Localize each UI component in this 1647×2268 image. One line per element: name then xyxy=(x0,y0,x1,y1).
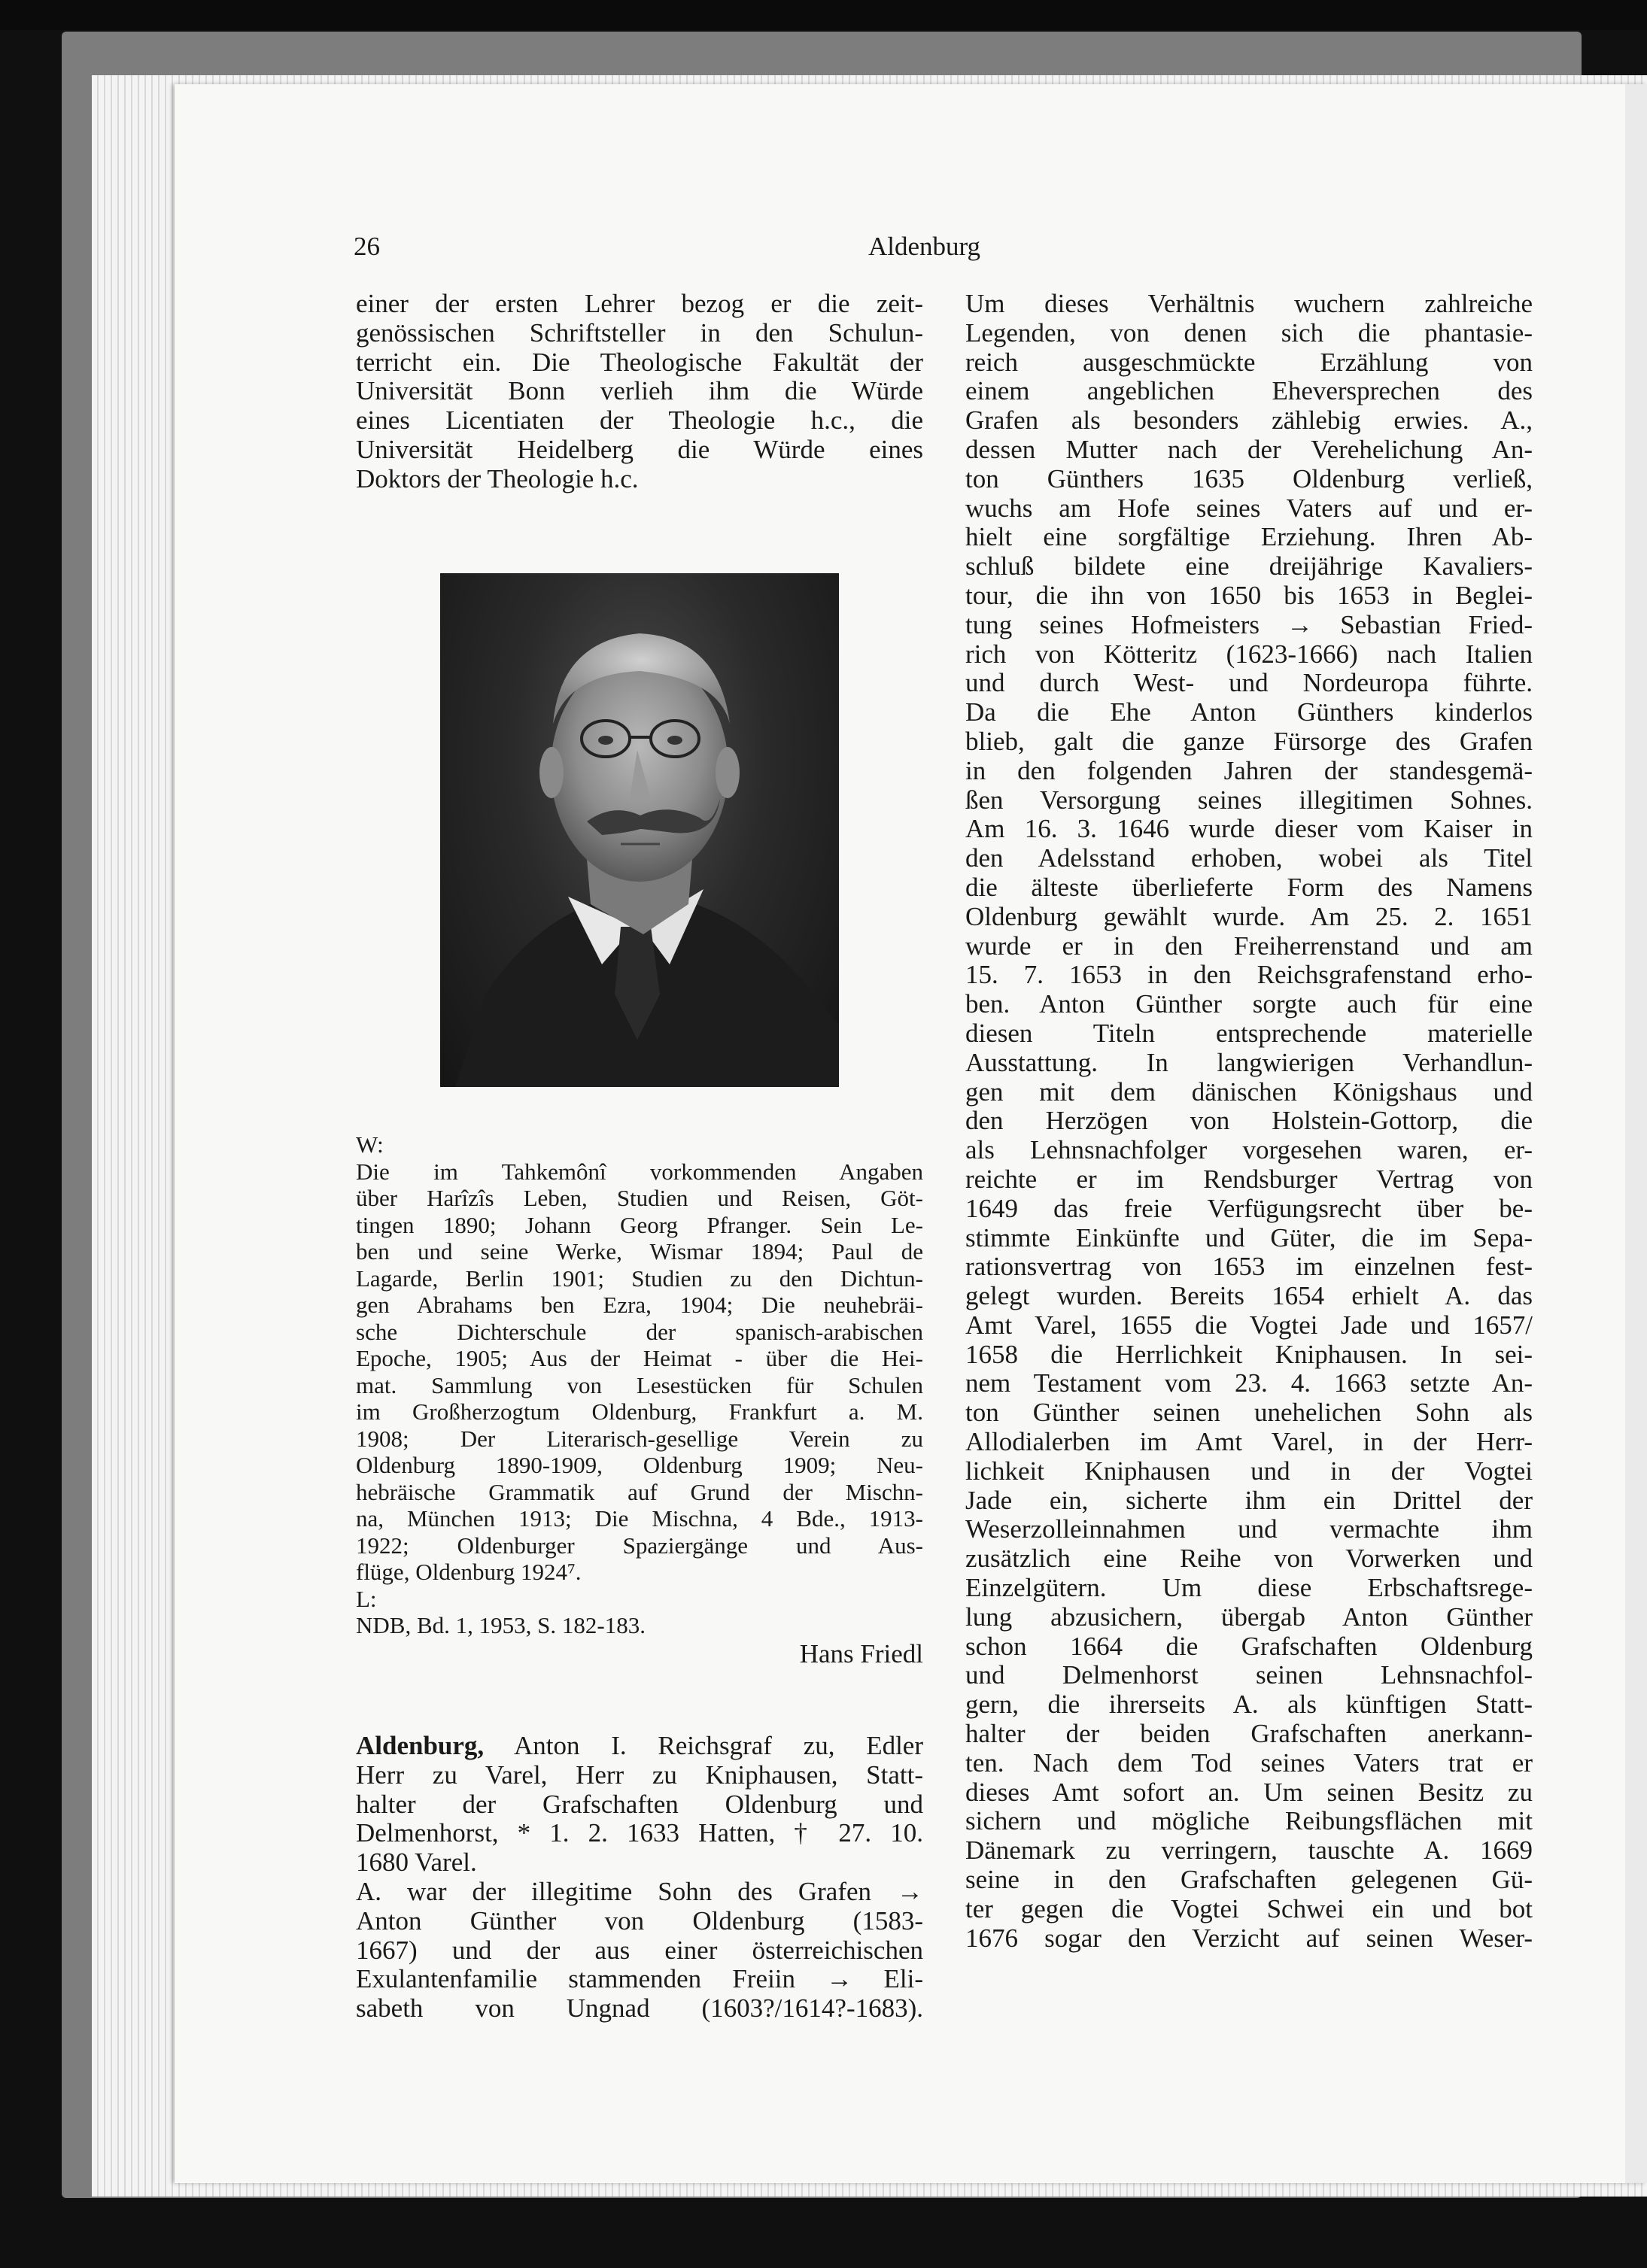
right-column-line: sichern und mögliche Reibungsflächen mit xyxy=(965,1806,1533,1836)
entry-body-line: Anton Günther von Oldenburg (1583- xyxy=(356,1905,923,1936)
right-column-line: ßen Versorgung seines illegitimen Sohnes. xyxy=(965,785,1533,815)
right-column-line: Oldenburg gewählt wurde. Am 25. 2. 1651 xyxy=(965,901,1533,931)
right-column-line: Dänemark zu verringern, tauschte A. 1669 xyxy=(965,1835,1533,1866)
right-column-line: schluß bildete eine dreijährige Kavaliers- xyxy=(965,551,1533,581)
right-column-line: den Adelsstand erhoben, wobei als Titel xyxy=(965,843,1533,873)
works-line: 1922; Oldenburger Spaziergänge und Aus- xyxy=(356,1532,923,1559)
literature-reference: NDB, Bd. 1, 1953, S. 182-183. xyxy=(356,1612,646,1638)
works-label: W: xyxy=(356,1131,384,1158)
text-line: einer der ersten Lehrer bezog er die zeit- xyxy=(356,289,923,318)
right-column-line: tour, die ihn von 1650 bis 1653 in Beglei- xyxy=(965,580,1533,610)
right-column-line: Da die Ehe Anton Günthers kinderlos xyxy=(965,697,1533,727)
works-section xyxy=(356,1131,923,1639)
right-column-line: reich ausgeschmückte Erzählung von xyxy=(965,347,1533,377)
right-column-line: lung abzusichern, übergab Anton Günther xyxy=(965,1602,1533,1632)
right-column-line: gen mit dem dänischen Königshaus und xyxy=(965,1076,1533,1107)
right-column-line: tung seines Hofmeisters → Sebastian Fried- xyxy=(965,609,1533,639)
right-column-line: Grafen als besonders zählebig erwies. A., xyxy=(965,405,1533,436)
works-line: flüge, Oldenburg 1924⁷. xyxy=(356,1559,582,1585)
right-column-line: Einzelgütern. Um diese Erbschaftsrege- xyxy=(965,1573,1533,1603)
text-line: eines Licentiaten der Theologie h.c., die xyxy=(356,405,923,436)
entry-heading: Aldenburg, xyxy=(356,1731,485,1760)
text-line: Universität Heidelberg die Würde eines xyxy=(356,434,923,464)
right-column-line: ton Günther seinen unehelichen Sohn als xyxy=(965,1398,1533,1428)
right-column-line: Legenden, von denen sich die phantasie- xyxy=(965,317,1533,348)
entry-line: Delmenhorst, * 1. 2. 1633 Hatten, † 27. 10. xyxy=(356,1818,923,1848)
right-column-line: dessen Mutter nach der Verehelichung An- xyxy=(965,434,1533,464)
works-line: 1908; Der Literarisch-gesellige Verein zu xyxy=(356,1425,923,1452)
right-column-line: in den folgenden Jahren der standesgemä- xyxy=(965,755,1533,785)
right-column-line: 1649 das freie Verfügungsrecht über be- xyxy=(965,1193,1533,1223)
right-column xyxy=(965,290,1533,1953)
right-column-line: und durch West- und Nordeuropa führte. xyxy=(965,668,1533,698)
right-column-line: einem angeblichen Eheversprechen des xyxy=(965,376,1533,406)
right-column-line: rationsvertrag von 1653 im einzelnen fest- xyxy=(965,1252,1533,1282)
right-column-line: nem Testament vom 23. 4. 1663 setzte An- xyxy=(965,1368,1533,1398)
right-column-line: blieb, galt die ganze Fürsorge des Grafen xyxy=(965,726,1533,756)
entry-line: 1680 Varel. xyxy=(356,1847,477,1878)
entry-body-line: A. war der illegitime Sohn des Grafen → xyxy=(356,1876,923,1906)
text-line: terricht ein. Die Theologische Fakultät der xyxy=(356,347,923,377)
entry-body-line: 1667) und der aus einer österreichischen xyxy=(356,1935,923,1965)
right-column-line: den Herzögen von Holstein-Gottorp, die xyxy=(965,1106,1533,1136)
right-column-line: die älteste überlieferte Form des Namens xyxy=(965,872,1533,902)
entry-line: halter der Grafschaften Oldenburg und xyxy=(356,1789,923,1819)
right-column-line: Amt Varel, 1655 die Vogtei Jade und 1657/ xyxy=(965,1310,1533,1340)
portrait-photo xyxy=(440,573,839,1087)
right-column-line: ben. Anton Günther sorgte auch für eine xyxy=(965,989,1533,1019)
right-column-line: hielt eine sorgfältige Erziehung. Ihren Ab- xyxy=(965,522,1533,552)
right-column-line: gelegt wurden. Bereits 1654 erhielt A. das xyxy=(965,1281,1533,1311)
right-column-line: 1676 sogar den Verzicht auf seinen Weser- xyxy=(965,1923,1533,1953)
right-column-line: zusätzlich eine Reihe von Vorwerken und xyxy=(965,1544,1533,1574)
right-column-line: Weserzolleinnahmen und vermachte ihm xyxy=(965,1514,1533,1544)
works-line: Oldenburg 1890-1909, Oldenburg 1909; Neu- xyxy=(356,1452,923,1478)
works-line: gen Abrahams ben Ezra, 1904; Die neuhebräi- xyxy=(356,1292,923,1318)
right-column-line: lichkeit Kniphausen und in der Vogtei xyxy=(965,1456,1533,1486)
page-right-edge xyxy=(1625,84,1647,2183)
entry-aldenburg xyxy=(356,1732,923,2024)
works-line: im Großherzogtum Oldenburg, Frankfurt a. M. xyxy=(356,1398,923,1425)
right-column-line: Allodialerben im Amt Varel, in der Herr- xyxy=(965,1427,1533,1457)
text-line: genössischen Schriftsteller in den Schulun- xyxy=(356,317,923,348)
scanner-bed xyxy=(0,0,1647,30)
right-column-line: und Delmenhorst seinen Lehnsnachfol- xyxy=(965,1660,1533,1690)
right-column-line: Jade ein, sicherte ihm ein Drittel der xyxy=(965,1485,1533,1515)
works-line: Die im Tahkemônî vorkommenden Angaben xyxy=(356,1158,923,1185)
works-line: sche Dichterschule der spanisch-arabischen xyxy=(356,1318,923,1345)
right-column-line: wuchs am Hofe seines Vaters auf und er- xyxy=(965,493,1533,523)
left-top-paragraph xyxy=(356,290,923,494)
entry-heading-line xyxy=(356,1732,923,1761)
right-column-line: 15. 7. 1653 in den Reichsgrafenstand erho- xyxy=(965,960,1533,990)
right-column-line: dieses Amt sofort an. Um seinen Besitz zu xyxy=(965,1777,1533,1807)
entry-heading-rest: Anton I. Reichsgraf zu, Edler xyxy=(484,1731,923,1760)
right-column-line: schon 1664 die Grafschaften Oldenburg xyxy=(965,1631,1533,1661)
text-line: Universität Bonn verlieh ihm die Würde xyxy=(356,376,923,406)
right-column-line: diesen Titeln entsprechende materielle xyxy=(965,1018,1533,1048)
right-column-line: stimmte Einkünfte und Güter, die im Sepa- xyxy=(965,1222,1533,1252)
entry-body-line: Exulantenfamilie stammenden Freiin → Eli- xyxy=(356,1964,923,1994)
right-column-line: ter gegen die Vogtei Schwei ein und bot xyxy=(965,1893,1533,1923)
right-column-line: 1658 die Herrlichkeit Kniphausen. In sei- xyxy=(965,1339,1533,1369)
entry-line: Herr zu Varel, Herr zu Kniphausen, Statt- xyxy=(356,1759,923,1790)
works-line: ben und seine Werke, Wismar 1894; Paul de xyxy=(356,1238,923,1265)
literature-label: L: xyxy=(356,1585,377,1612)
author-signature-block xyxy=(356,1640,923,1669)
right-column-line: als Lehnsnachfolger vorgesehen waren, er- xyxy=(965,1135,1533,1165)
works-line: Lagarde, Berlin 1901; Studien zu den Dichtun- xyxy=(356,1265,923,1292)
works-line: tingen 1890; Johann Georg Pfranger. Sein Le- xyxy=(356,1211,923,1238)
right-column-line: ton Günthers 1635 Oldenburg verließ, xyxy=(965,463,1533,493)
right-column-line: halter der beiden Grafschaften anerkann- xyxy=(965,1719,1533,1749)
right-column-line: Ausstattung. In langwierigen Verhandlun- xyxy=(965,1047,1533,1077)
works-line: hebräische Grammatik auf Grund der Mischn- xyxy=(356,1478,923,1505)
text-line: Doktors der Theologie h.c. xyxy=(356,463,639,493)
right-column-line: Am 16. 3. 1646 wurde dieser vom Kaiser in xyxy=(965,814,1533,844)
right-column-line: gern, die ihrerseits A. als künftigen Statt- xyxy=(965,1690,1533,1720)
right-column-line: wurde er in den Freiherrenstand und am xyxy=(965,931,1533,961)
right-column-line: reichte er im Rendsburger Vertrag von xyxy=(965,1164,1533,1194)
works-line: über Harîzîs Leben, Studien und Reisen, Göt- xyxy=(356,1185,923,1211)
right-column-line: ten. Nach dem Tod seines Vaters trat er xyxy=(965,1747,1533,1778)
right-column-line: seine in den Grafschaften gelegenen Gü- xyxy=(965,1865,1533,1895)
works-line: na, München 1913; Die Mischna, 4 Bde., 1913- xyxy=(356,1505,923,1532)
works-line: Epoche, 1905; Aus der Heimat - über die Hei- xyxy=(356,1345,923,1371)
running-title: Aldenburg xyxy=(868,232,981,261)
works-line: mat. Sammlung von Lesestücken für Schulen xyxy=(356,1371,923,1398)
right-column-line: Um dieses Verhältnis wuchern zahlreiche xyxy=(965,289,1533,318)
page-number: 26 xyxy=(354,232,380,261)
author-name: Hans Friedl xyxy=(799,1639,923,1668)
entry-body-line: sabeth von Ungnad (1603?/1614?-1683). xyxy=(356,1993,923,2024)
right-column-line: rich von Kötteritz (1623-1666) nach Italien xyxy=(965,639,1533,669)
